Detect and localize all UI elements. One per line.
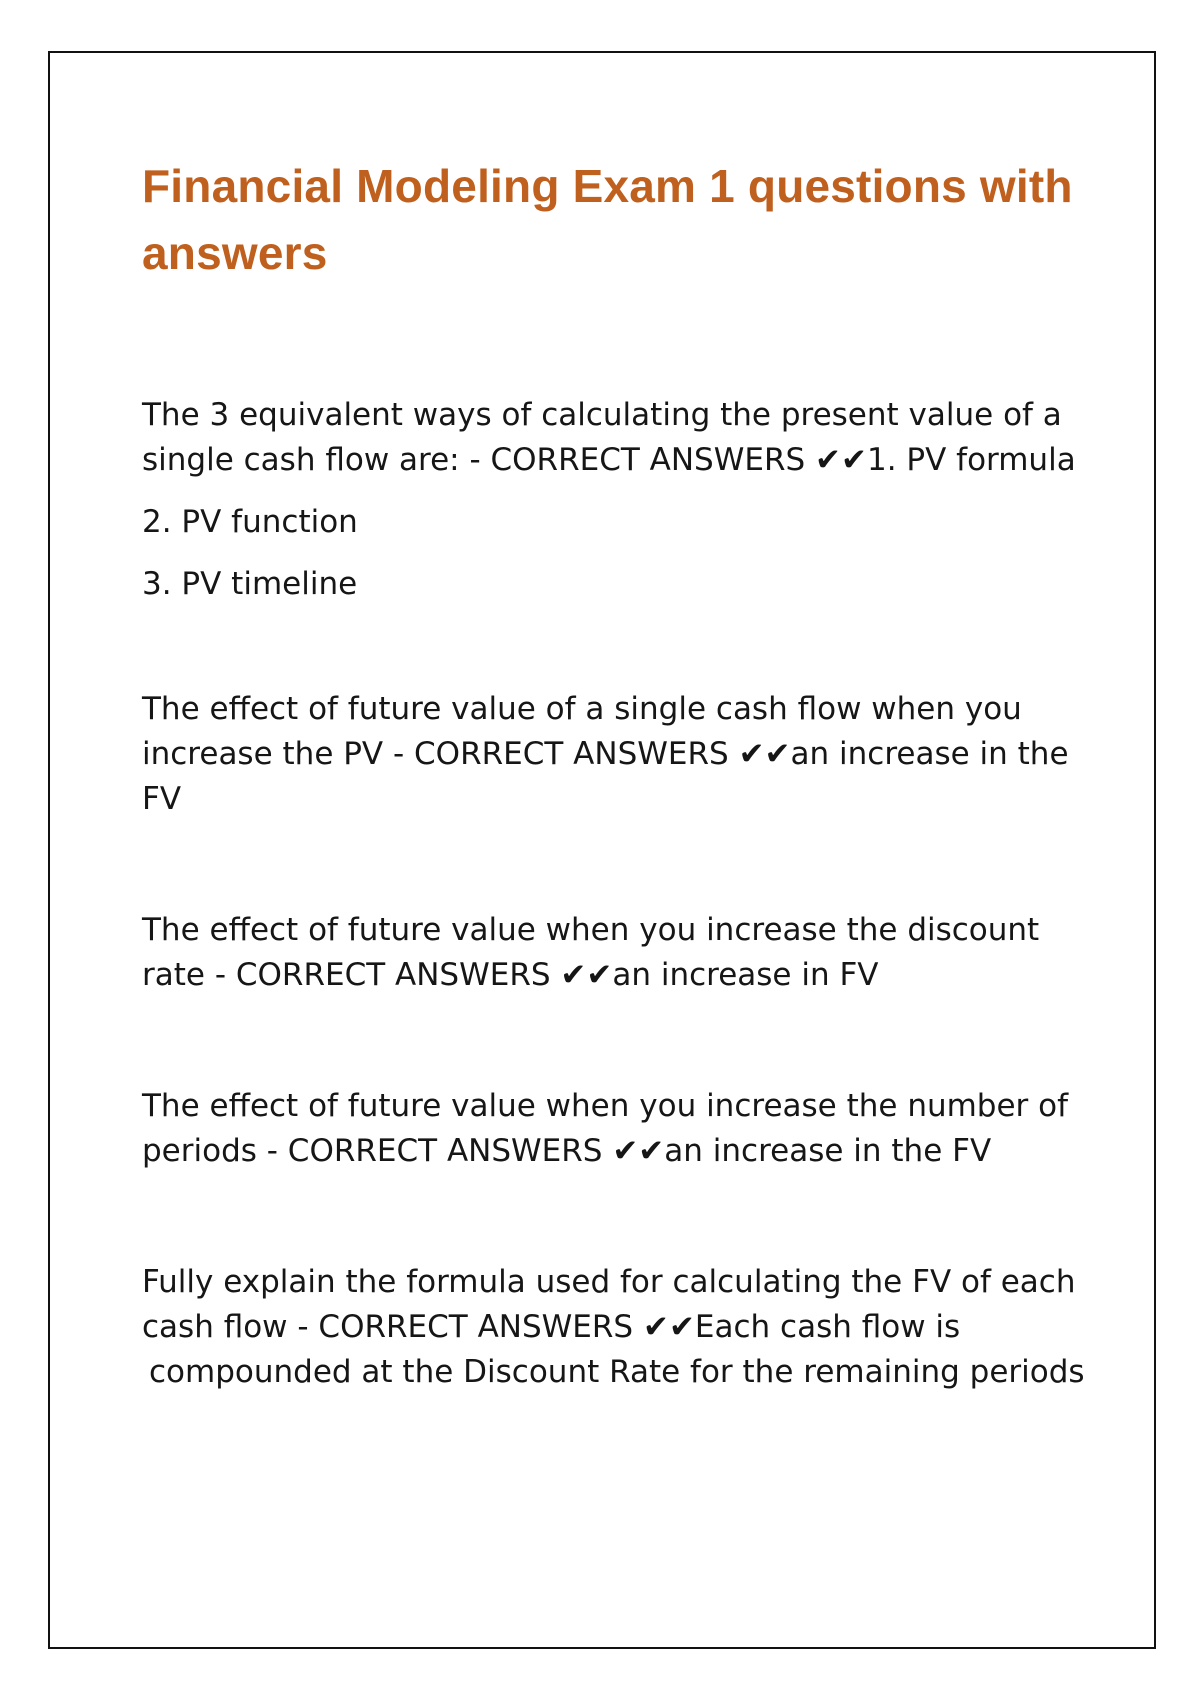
qa-item: [142, 908, 1102, 998]
qa-item: [142, 1084, 1102, 1174]
qa-text-line: compounded at the Discount Rate for the remaining periods: [149, 1354, 1085, 1390]
qa-item: [142, 393, 1102, 607]
document-title: Financial Modeling Exam 1 questions with answers: [142, 160, 1073, 279]
qa-text: The effect of future value when you increase the discount rate - CORRECT ANSWERS ✔✔an increase in FV: [142, 912, 1040, 993]
answer-sub-item: 3. PV timeline: [142, 566, 358, 602]
qa-text: The 3 equivalent ways of calculating the present value of a single cash flow are: - CORRECT ANSWERS ✔✔1. PV formula: [142, 397, 1076, 478]
qa-item: [142, 687, 1102, 822]
qa-text: The effect of future value of a single cash flow when you increase the PV - CORRECT ANSWERS ✔✔an increase in the FV: [142, 691, 1069, 817]
document-content: [142, 153, 1102, 1395]
qa-text: [142, 1260, 1102, 1395]
qa-text: The effect of future value when you increase the number of periods - CORRECT ANSWERS ✔✔an increase in the FV: [142, 1088, 1069, 1169]
qa-text-line: Fully explain the formula used for calculating the FV of each cash flow - CORRECT ANSWERS ✔✔Each cash flow is: [142, 1264, 1076, 1345]
answer-sub-item: 2. PV function: [142, 504, 358, 540]
document-page: [48, 51, 1156, 1649]
qa-item: [142, 1260, 1102, 1395]
